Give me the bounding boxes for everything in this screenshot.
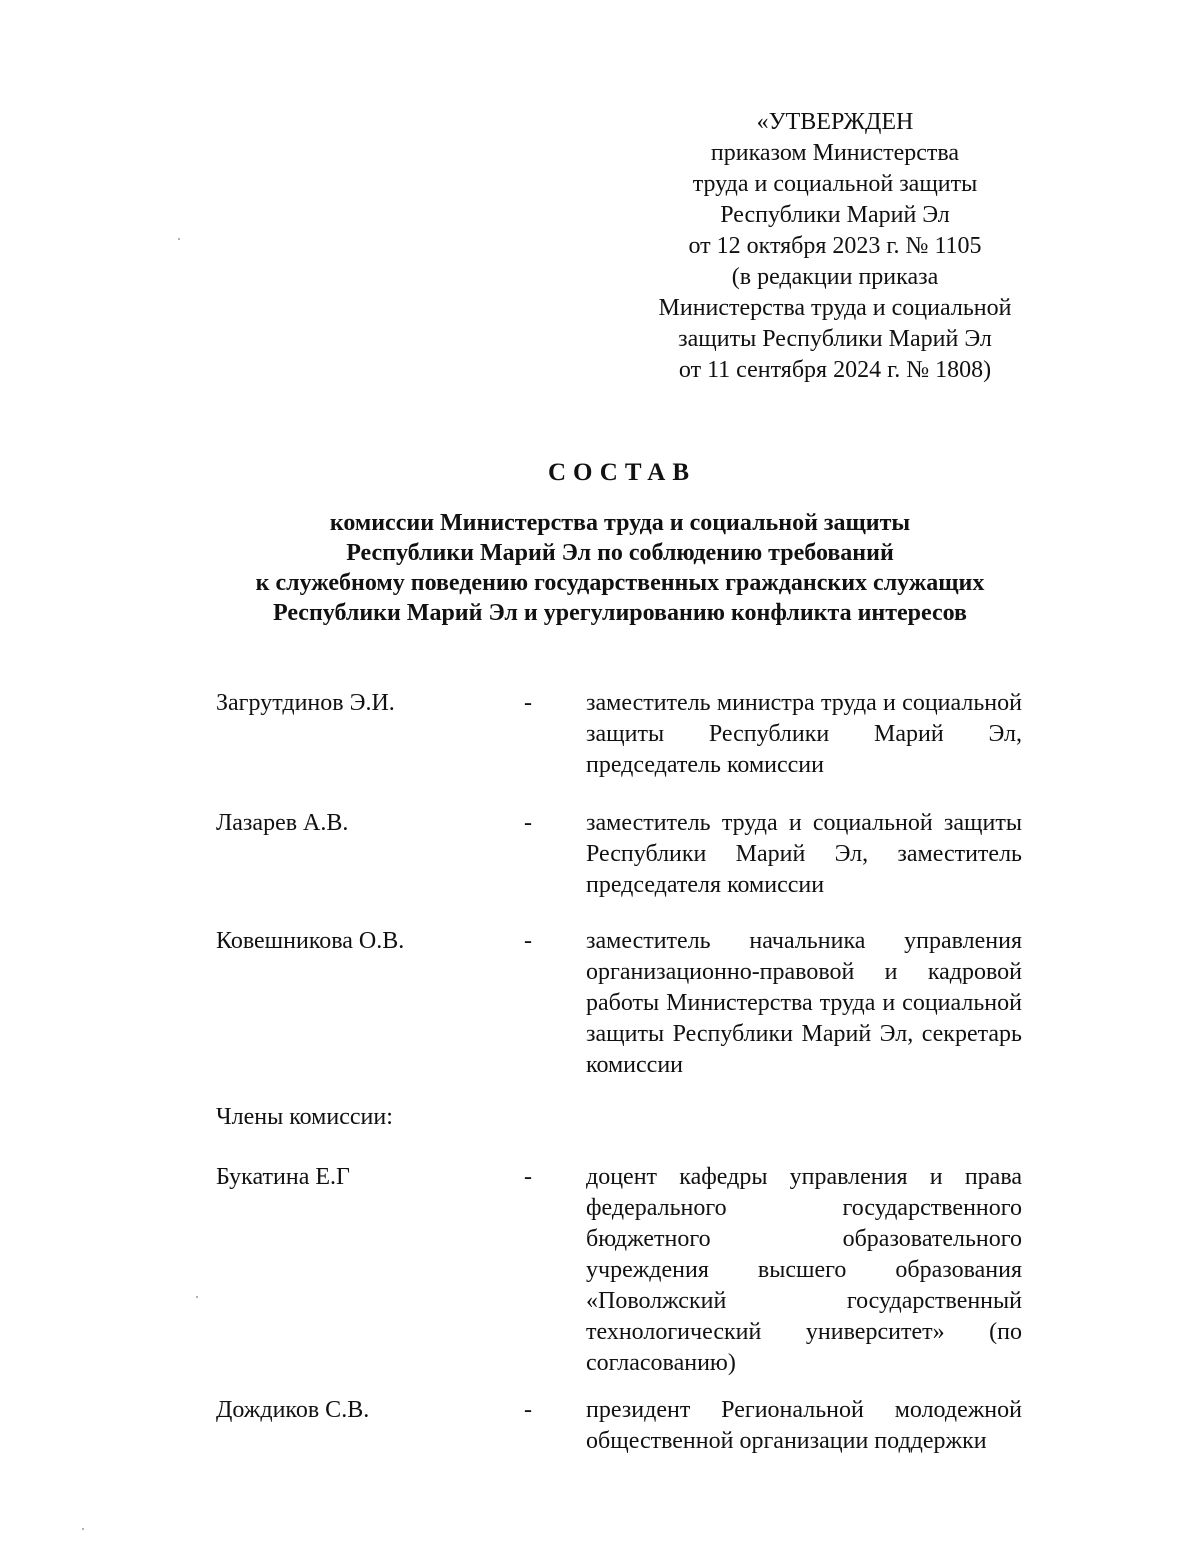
separator-dash: - [524, 928, 532, 954]
subtitle-line: Республики Марий Эл по соблюдению требований [346, 540, 894, 566]
separator-dash: - [524, 1164, 532, 1190]
subtitle-line: комиссии Министерства труда и социальной защиты [329, 510, 911, 536]
subtitle-line: к служебному поведению государственных гражданских служащих [255, 570, 985, 596]
member-name: Ковешникова О.В. [216, 928, 405, 954]
document-subtitle [200, 508, 1040, 628]
approval-line: защиты Республики Марий Эл [678, 326, 992, 352]
member-name: Лазарев А.В. [216, 810, 349, 836]
approval-line: (в редакции приказа [731, 264, 939, 290]
approval-line: от 12 октября 2023 г. № 1105 [688, 233, 982, 259]
approval-line: труда и социальной защиты [692, 171, 978, 197]
member-role: доцент кафедры управления и права федерального государственного бюджетного образовательного учреждения высшего образования «Поволжский государственный технологический университет» (по согласованию) [586, 1164, 1022, 1376]
member-name: Загрутдинов Э.И. [216, 690, 395, 716]
approval-line: приказом Министерства [710, 140, 960, 166]
approval-block [600, 107, 1070, 386]
member-name: Букатина Е.Г [216, 1164, 350, 1190]
member-role: заместитель начальника управления организационно-правовой и кадровой работы Министерства труда и социальной защиты Республики Марий Эл, секретарь комиссии [586, 928, 1022, 1078]
scan-speck [178, 238, 180, 240]
scan-speck [82, 1528, 84, 1530]
approval-line: Министерства труда и социальной [658, 295, 1012, 321]
approval-line: от 11 сентября 2024 г. № 1808) [678, 357, 992, 383]
approval-line: Республики Марий Эл [720, 202, 950, 228]
subtitle-line: Республики Марий Эл и урегулированию конфликта интересов [273, 600, 967, 626]
approval-line: «УТВЕРЖДЕН [756, 109, 914, 135]
member-role: заместитель труда и социальной защиты Республики Марий Эл, заместитель председателя комиссии [586, 810, 1022, 898]
member-role: президент Региональной молодежной общественной организации поддержки [586, 1397, 1022, 1454]
members-heading: Члены комиссии: [216, 1104, 393, 1130]
member-role: заместитель министра труда и социальной защиты Республики Марий Эл, председатель комиссии [586, 690, 1022, 778]
separator-dash: - [524, 1397, 532, 1423]
separator-dash: - [524, 690, 532, 716]
member-name: Дождиков С.В. [216, 1397, 370, 1423]
scan-speck [196, 1296, 198, 1298]
document-title: СОСТАВ [547, 459, 697, 486]
separator-dash: - [524, 810, 532, 836]
